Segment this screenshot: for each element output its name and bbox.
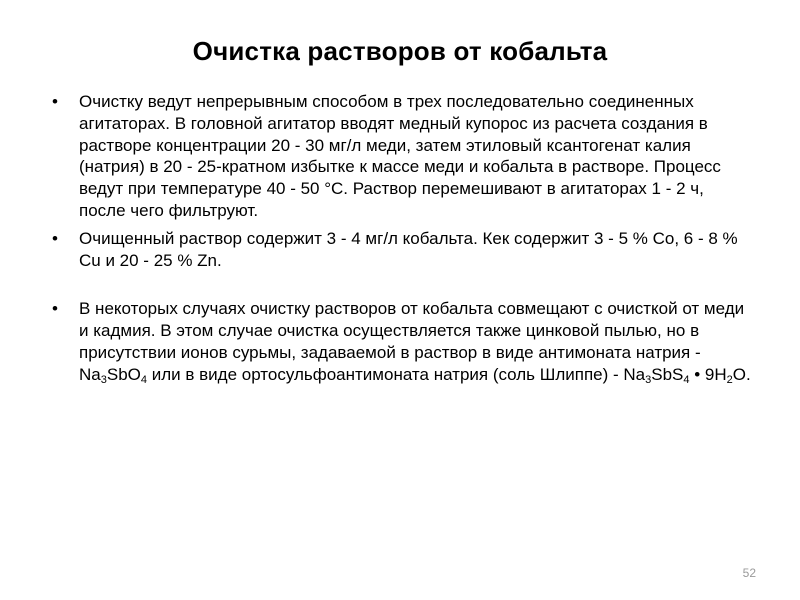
bullet-text-3-part-e: • 9H — [689, 364, 727, 384]
bullet-text-3-part-f: O. — [732, 364, 751, 384]
bullet-item-1 — [52, 91, 752, 222]
bullet-text-3-part-c: или в виде ортосульфоантимоната натрия (соль Шлиппе) - Na — [147, 364, 646, 384]
subscript: 3 — [100, 373, 107, 386]
subscript: 4 — [683, 373, 690, 386]
subscript: 3 — [645, 373, 652, 386]
bullet-text-3-part-a: В некоторых случаях очистку растворов от кобальта совмещают с очисткой от меди и кадмия. В этом случае очистка осуществляется также цинковой пылью, но в присутствии ионов сурьмы, задаваемой в раствор в виде антимоната натрия - Na — [79, 299, 745, 384]
bullet-text-3-part-d: SbS — [651, 364, 684, 384]
subscript: 4 — [140, 373, 148, 386]
bullet-text-1: Очистку ведут непрерывным способом в трех последовательно соединенных агитаторах. В головной агитатор вводят медный купорос из расчета создания в растворе концентрации 20 - 30 мг/л меди, затем этиловый ксантогенат калия (натрия) в 20 - 25-кратном избытке к массе меди и кобальта в растворе. Процесс ведут при температуре 40 - 50 °С. Раствор перемешивают в агитаторах 1 - 2 ч, после чего фильтруют. — [79, 92, 721, 220]
subscript: 2 — [726, 373, 733, 386]
page-number: 52 — [742, 566, 756, 580]
bullet-text-2: Очищенный раствор содержит 3 - 4 мг/л кобальта. Кек содержит 3 - 5 % Со, 6 - 8 % Cu и 20 - 25 % Zn. — [79, 228, 738, 270]
bullet-list — [52, 91, 752, 386]
bullet-item-2 — [52, 228, 752, 272]
bullet-text-3-part-b: SbO — [106, 364, 141, 384]
bullet-text-3 — [79, 299, 751, 386]
bullet-item-3 — [52, 298, 752, 385]
bullet-marker: • — [52, 92, 58, 111]
bullet-marker: • — [52, 299, 58, 319]
bullet-marker: • — [52, 228, 58, 248]
slide-title: Очистка растворов от кобальта — [192, 36, 608, 66]
